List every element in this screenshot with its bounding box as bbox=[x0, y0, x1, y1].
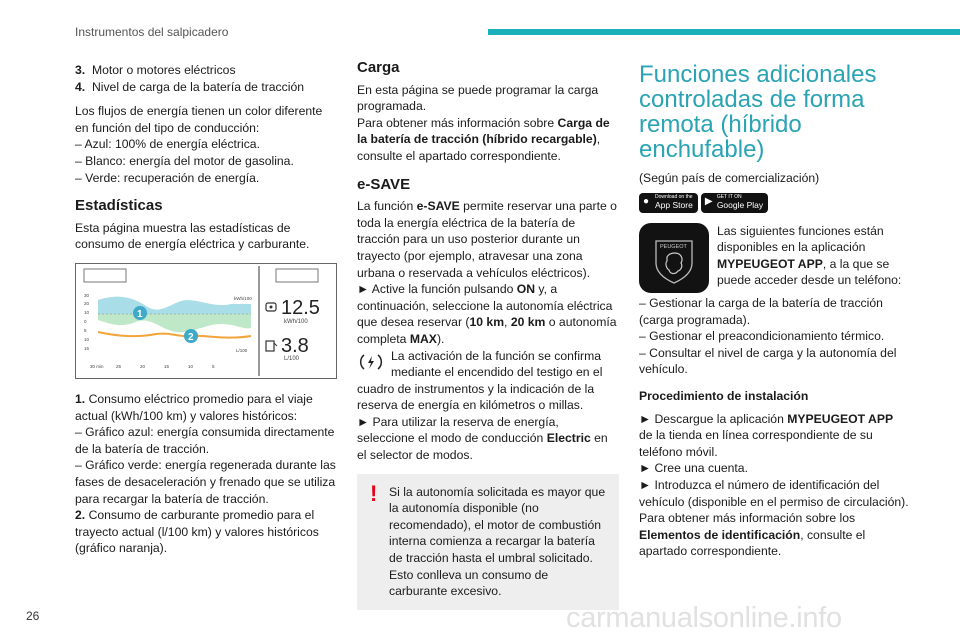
installation-heading: Procedimiento de instalación bbox=[639, 388, 809, 403]
warning-text: Si la autonomía solicitada es mayor que la autonomía disponible (no recomendado), el motor de combustión interna comienza a recargar la batería de tracción hasta el umbral solicitado. Esto conlleva un consumo de carburante excesivo. bbox=[389, 484, 606, 599]
page-number: 26 bbox=[26, 609, 40, 623]
fuel-pump-icon bbox=[266, 341, 277, 351]
plug-icon bbox=[266, 303, 276, 311]
stats-paragraph: Esta página muestra las estadísticas de consumo de energía eléctrica y carburante. bbox=[75, 220, 310, 252]
installation-steps: ► Descargue la aplicación MYPEUGEOT APP de la tienda en línea correspondiente de su teléfono móvil. ► Cree una cuenta. ► Introduzca el número de identificación del vehículo (disponible en el permiso de circulación). Para obtener más información sobre los Elementos de identificación, consulte el apartado correspondiente. bbox=[639, 411, 909, 559]
section-title: Funciones adicionales controladas de forma remota (híbrido enchufable) bbox=[639, 61, 877, 163]
x-tick: 15 bbox=[164, 363, 170, 369]
column-3 bbox=[639, 62, 909, 568]
warning-box bbox=[357, 474, 619, 610]
warning-exclamation-icon: ! bbox=[370, 480, 378, 506]
app-intro bbox=[639, 223, 909, 295]
y-tick: 10 bbox=[84, 309, 90, 315]
google-play-badge[interactable]: ▶ GET IT ON Google Play bbox=[701, 193, 768, 213]
y-tick: 30 bbox=[84, 292, 90, 298]
header-accent-bar bbox=[488, 29, 960, 35]
watermark: carmanualsonline.info bbox=[566, 602, 842, 634]
y-tick: 15 bbox=[84, 345, 90, 351]
y-tick: 10 bbox=[84, 336, 90, 342]
y-tick: 0 bbox=[84, 318, 87, 324]
apple-icon: ● bbox=[643, 195, 650, 207]
list-item-3: 3. Motor o motores eléctricos 4. Nivel de carga de la batería de tracción bbox=[75, 63, 305, 94]
x-tick: 10 bbox=[188, 363, 194, 369]
carga-paragraph: En esta página se puede programar la carga programada. Para obtener más información sobre Carga de la batería de tracción (híbrido recargable), consulte el apartado correspondiente. bbox=[357, 82, 610, 163]
energy-flow-paragraph: Los flujos de energía tienen un color diferente en función del tipo de conducción: – Azul: 100% de energía eléctrica. – Blanco: energía del motor de gasolina. – Verde: recuperación de energía. bbox=[75, 104, 323, 185]
features-list: – Gestionar la carga de la batería de tracción (carga programada). – Gestionar el preacondicionamiento térmico. – Consultar el nivel de carga y la autonomía del vehículo. bbox=[639, 295, 897, 377]
x-tick: 25 bbox=[116, 363, 122, 369]
y-tick: 20 bbox=[84, 300, 90, 306]
marker-2: 2 bbox=[188, 331, 194, 343]
esave-paragraph: La función e-SAVE permite reservar una parte o toda la energía eléctrica de la batería de tracción para un uso posterior durante un trayecto (por ejemplo, atravesar una zona urbana o reservada a vehículos eléctricos). ► Active la función pulsando ON y, a continuación, seleccione la autonomía eléctrica que desea reservar (10 km, 20 km o autonomía completa MAX). bbox=[357, 199, 617, 346]
section-heading-carga: Carga bbox=[357, 59, 400, 76]
app-intro-text: Las siguientes funciones están disponibles en la aplicación MYPEUGEOT APP, a la que se puede acceder desde un teléfono: bbox=[717, 223, 902, 288]
play-icon: ▶ bbox=[704, 195, 713, 207]
kwh-value: 12.5 bbox=[281, 296, 320, 319]
x-tick: 5 bbox=[212, 363, 215, 369]
store-badges bbox=[639, 193, 909, 213]
peugeot-lion-logo bbox=[639, 223, 709, 293]
esave-confirm-paragraph: La activación de la función se confirma mediante el encendido del testigo en el cuadro de instrumentos y la indicación de la reserva de energía en kilómetros o millas. ► Para utilizar la reserva de energía, seleccione el modo de conducción Electric en el selector de modos. bbox=[357, 348, 608, 463]
section-heading-esave: e-SAVE bbox=[357, 175, 411, 193]
fuel-value: 3.8 bbox=[281, 334, 309, 357]
unit-l-label: L/100 bbox=[236, 347, 248, 353]
running-header: Instrumentos del salpicadero bbox=[75, 25, 229, 39]
kwh-value-unit: kWh/100 bbox=[284, 318, 308, 325]
fuel-value-unit: L/100 bbox=[284, 355, 300, 362]
x-tick: 30 min bbox=[90, 363, 104, 369]
country-note: (Según país de comercialización) bbox=[639, 171, 820, 185]
legend-note-1: 1. Consumo eléctrico promedio para el viaje actual (kWh/100 km) y valores históricos: – Gráfico azul: energía consumida directamente de la batería de tracción. – Gráfico verde: energía regenerada durante las fases de desaceleración y frenado que se utiliza para recargar la batería de tracción. 2. Consumo de carburante promedio para el trayecto actual (l/100 km) y valores históricos (gráfico naranja). bbox=[75, 391, 336, 556]
y-tick: 5 bbox=[84, 327, 87, 333]
esave-warning-lamp-icon bbox=[357, 348, 385, 376]
column-1 bbox=[75, 62, 337, 565]
marker-1: 1 bbox=[137, 308, 143, 320]
svg-text:PEUGEOT: PEUGEOT bbox=[660, 243, 687, 250]
section-heading-estadisticas: Estadísticas bbox=[75, 197, 163, 215]
app-store-badge[interactable]: ● Download on the App Store bbox=[639, 193, 698, 213]
statistics-screen-figure bbox=[75, 263, 337, 379]
column-2 bbox=[357, 59, 619, 610]
x-tick: 20 bbox=[140, 363, 146, 369]
unit-kwh-label: kWh/100 bbox=[234, 295, 252, 301]
